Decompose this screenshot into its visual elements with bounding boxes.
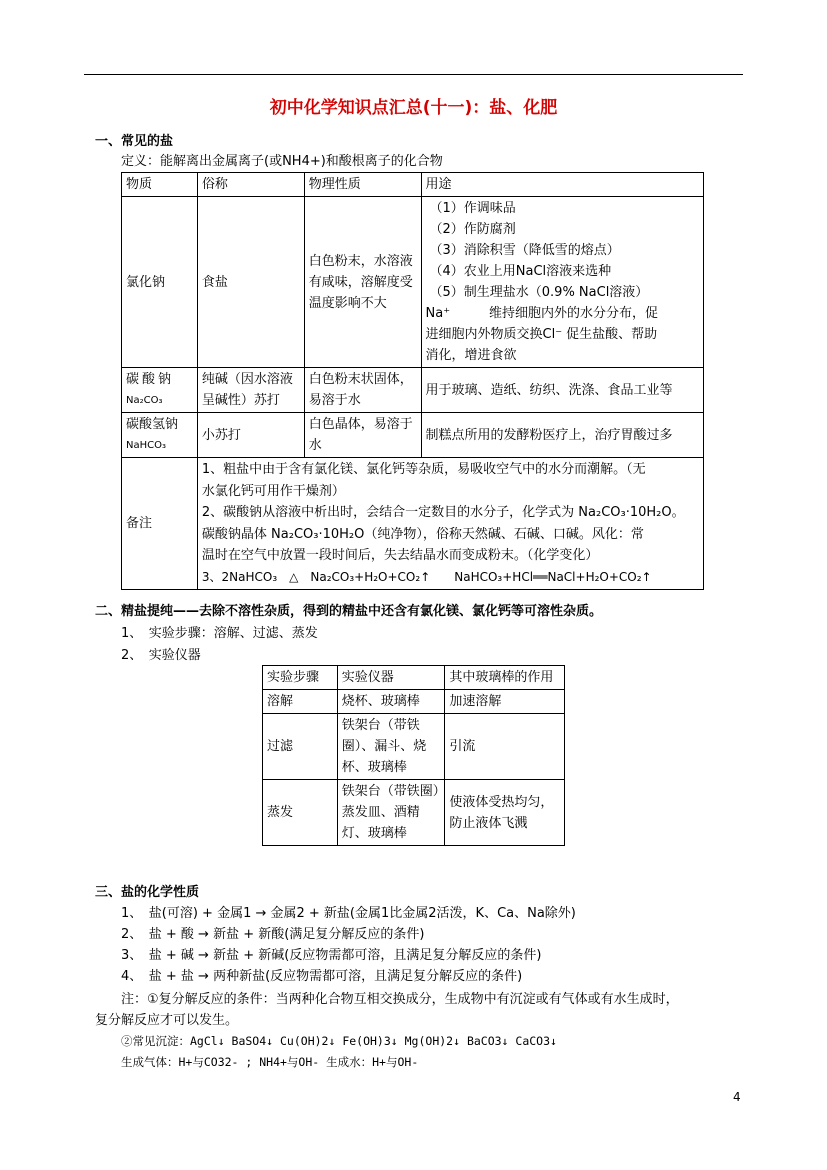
substance-cell (122, 413, 198, 458)
precipitates-line: ②常见沉淀：AgCl↓ BaSO4↓ Cu(OH)2↓ Fe(OH)3↓ Mg(OH)2↓ BaCO3↓ CaCO3↓ (121, 1034, 557, 1048)
rod-role-cell: 使液体受热均匀，防止液体飞溅 (445, 780, 565, 846)
page-title: 初中化学知识点汇总(十一)：盐、化肥 (269, 98, 558, 118)
substance-formula: NaHCO₃ (126, 440, 166, 451)
note-line: 复分解反应才可以发生。 (95, 1013, 239, 1028)
note-line: 水氯化钙可用作干燥剂） (201, 483, 345, 499)
property-line: 4、 盐 + 盐 → 两种新盐(反应物需都可溶，且满足复分解反应的条件) (121, 969, 523, 984)
header-cell: 其中玻璃棒的作用 (445, 666, 565, 690)
substance-name: 氯化钠 (122, 197, 198, 368)
table-row (263, 714, 565, 780)
note-line: 碳酸钠晶体 Na₂CO₃·10H₂O（纯净物），俗称天然碱、石碱、口碱。风化：常 (201, 526, 644, 542)
substance-name: 碳酸氢钠 (126, 417, 179, 432)
header-cell: 实验步骤 (263, 666, 338, 690)
common-name: 小苏打 (197, 413, 304, 458)
use-line: （3）消除积雪（降低雪的熔点） (429, 243, 620, 258)
instrument-cell: 铁架台（带铁圈）蒸发皿、酒精灯、玻璃棒 (337, 780, 445, 846)
table-row (122, 197, 704, 368)
note-line: 注：①复分解反应的条件：当两种化合物互相交换成分，生成物中有沉淀或有气体或有水生成时， (121, 992, 679, 1007)
step-cell: 溶解 (263, 690, 338, 714)
substance-name: 碳酸钠 (126, 372, 175, 387)
physical-property: 白色晶体，易溶于水 (304, 413, 421, 458)
instruments-table (262, 665, 565, 846)
table-header-row (263, 666, 565, 690)
note-line: 温时在空气中放置一段时间后，失去结晶水而变成粉末。（化学变化） (201, 548, 599, 563)
note-line: 1、粗盐中由于含有氯化镁、氯化钙等杂质，易吸收空气中的水分而潮解。（无 (201, 462, 646, 477)
table-row (263, 780, 565, 846)
note-line: 3、2NaHCO₃ △ Na₂CO₃+H₂O+CO₂↑ NaHCO₃+HCl══NaCl+H₂O+CO₂↑ (201, 569, 652, 584)
salt-definition: 定义：能解离出金属离子(或NH4+)和酸根离子的化合物 (121, 154, 443, 169)
notes-label: 备注 (122, 458, 198, 590)
use-line: （5）制生理盐水（0.9% NaCl溶液） (429, 285, 649, 300)
table-row (122, 368, 704, 413)
uses-cell (421, 197, 704, 368)
header-rule (84, 74, 743, 75)
salts-table (121, 172, 704, 590)
section3-heading: 三、盐的化学性质 (95, 885, 200, 900)
table-row (263, 690, 565, 714)
header-cell: 俗称 (197, 173, 304, 197)
substance-formula: Na₂CO₃ (126, 395, 163, 406)
notes-cell (197, 458, 703, 590)
step-cell: 蒸发 (263, 780, 338, 846)
step-cell: 过滤 (263, 714, 338, 780)
instrument-cell: 铁架台（带铁圈）、漏斗、烧杯、玻璃棒 (337, 714, 445, 780)
step-line: 1、 实验步骤：溶解、过滤、蒸发 (121, 626, 318, 641)
rod-role-cell: 引流 (445, 714, 565, 780)
uses-text: 用于玻璃、造纸、纺织、洗涤、食品工业等 (421, 368, 704, 413)
common-name: 食盐 (197, 197, 304, 368)
uses-text: 制糕点所用的发酵粉医疗上，治疗胃酸过多 (421, 413, 704, 458)
table-row (122, 458, 704, 590)
rod-role-cell: 加速溶解 (445, 690, 565, 714)
note-line: 2、碳酸钠从溶液中析出时，会结合一定数目的水分子，化学式为 Na₂CO₃·10H₂O。 (201, 505, 685, 520)
substance-cell (122, 368, 198, 413)
use-line: （2）作防腐剂 (429, 222, 516, 237)
header-cell: 物质 (122, 173, 198, 197)
page-number: 4 (733, 1090, 741, 1104)
header-cell: 物理性质 (304, 173, 421, 197)
use-line: 进细胞内外物质交换Cl⁻ 促生盐酸、帮助 (425, 327, 658, 342)
use-line: （4）农业上用NaCl溶液来选种 (429, 264, 612, 279)
property-line: 2、 盐 + 酸 → 新盐 + 新酸(满足复分解反应的条件) (121, 927, 425, 942)
section2-heading: 二、精盐提纯——去除不溶性杂质，得到的精盐中还含有氯化镁、氯化钙等可溶性杂质。 (95, 604, 603, 619)
use-line: Na⁺ 维持细胞内外的水分分布，促 (425, 306, 659, 321)
property-line: 1、 盐(可溶) + 金属1 → 金属2 + 新盐(金属1比金属2活泼，K、Ca、Na除外) (121, 906, 576, 921)
section1-heading: 一、常见的盐 (95, 134, 174, 149)
table-row (122, 413, 704, 458)
use-line: （1）作调味品 (429, 201, 516, 216)
header-cell: 实验仪器 (337, 666, 445, 690)
table-header-row (122, 173, 704, 197)
physical-property: 白色粉末，水溶液有咸味，溶解度受温度影响不大 (304, 197, 421, 368)
use-line: 消化，增进食欲 (425, 348, 517, 363)
property-line: 3、 盐 + 碱 → 新盐 + 新碱(反应物需都可溶，且满足复分解反应的条件) (121, 948, 542, 963)
common-name: 纯碱（因水溶液呈碱性）苏打 (197, 368, 304, 413)
step-line: 2、 实验仪器 (121, 648, 201, 663)
physical-property: 白色粉末状固体，易溶于水 (304, 368, 421, 413)
instrument-cell: 烧杯、玻璃棒 (337, 690, 445, 714)
header-cell: 用途 (421, 173, 704, 197)
gas-water-line: 生成气体：H+与CO32- ; NH4+与OH- 生成水：H+与OH- (121, 1055, 419, 1069)
